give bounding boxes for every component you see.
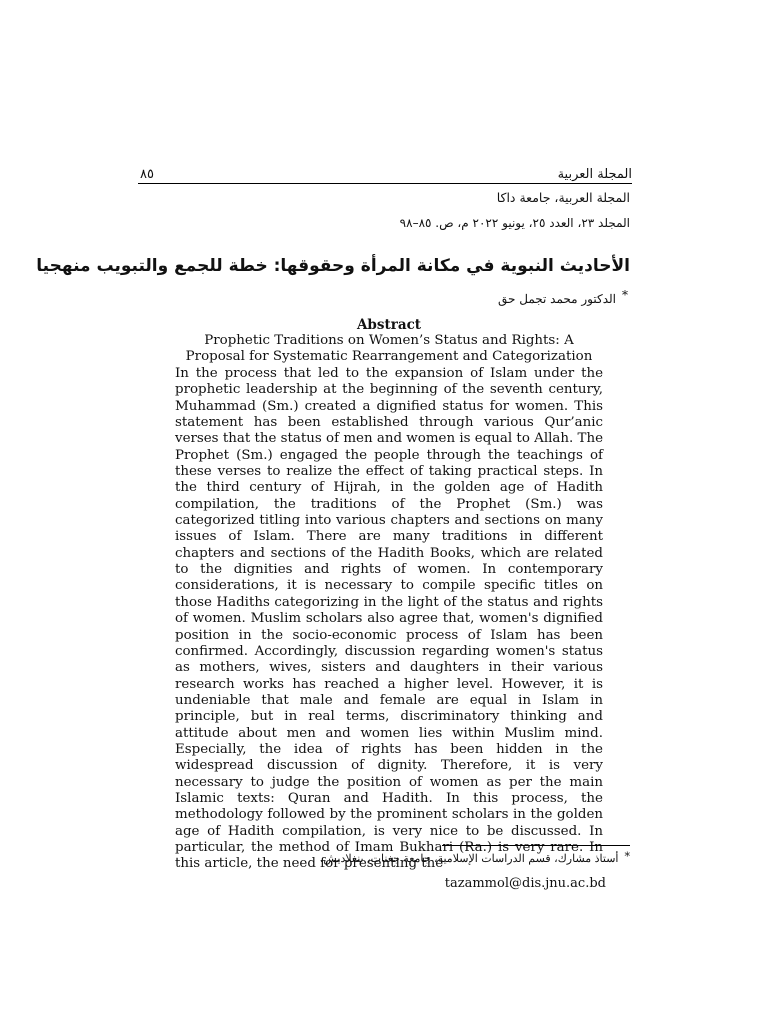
footnote-rule [442,845,630,846]
footnote-affiliation: أستاذ مشارك، قسم الدراسات الإسلامية، جامعة جغنات، بنغلاديش. [319,852,619,865]
english-article-title: Prophetic Traditions on Women’s Status and Rights: A Proposal for Systematic Rearrangement and Categorization [185,333,593,364]
journal-affiliation-line: المجلة العربية، جامعة داكا [496,190,630,205]
author-footnote-marker: * [622,288,628,302]
abstract-heading: Abstract [356,317,422,333]
author-name: الدكتور محمد تجمل حق [497,292,616,306]
author-line [140,288,628,306]
footnote-marker: * [624,850,630,863]
running-journal-name: المجلة العربية [557,167,632,182]
author-email: tazammol@dis.jnu.ac.bd [444,876,606,891]
issue-citation-line: المجلد ٢٣، العدد ٢٥، يونيو ٢٠٢٢ م، ص. ٨٥–٩٨ [399,216,630,230]
page-number: ٨٥ [140,167,154,182]
footnote [300,852,630,865]
abstract-body: In the process that led to the expansion of Islam under the prophetic leadership at the beginning of the seventh century, Muhammad (Sm.) created a dignified status for women. This statement has been established through various Qur’anic verses that the status of men and women is equal to Allah. The Prophet (Sm.) engaged the people through the teachings of these verses to realize the effect of taking practical steps. In the third century of Hijrah, in the golden age of Hadith compilation, the traditions of the Prophet (Sm.) was categorized titling into various chapters and sections on many issues of Islam. There are many traditions in different chapters and sections of the Hadith Books, which are related to the dignities and rights of women. In contemporary considerations, it is necessary to compile specific titles on those Hadiths categorizing in the light of the status and rights of women. Muslim scholars also agree that, women's dignified position in the socio-economic process of Islam has been confirmed. Accordingly, discussion regarding women's status as mothers, wives, sisters and daughters in their various research works has reached a higher level. However, it is undeniable that male and female are equal in Islam in principle, but in real terms, discriminatory thinking and attitude about men and women lies within Muslim mind. Especially, the idea of rights has been hidden in the widespread discussion of dignity. Therefore, it is very necessary to judge the position of women as per the main Islamic texts: Quran and Hadith. In this process, the methodology followed by the prominent scholars in the golden age of Hadith compilation, is very nice to be discussed. In particular, the method of Imam Bukhari (Ra.) is very rare. In this article, the need for presenting the [175,366,603,872]
running-header [140,160,632,182]
arabic-article-title: الأحاديث النبوية في مكانة المرأة وحقوقها: خطة للجمع والتبويب منهجيا [36,256,630,276]
header-rule [138,183,632,184]
